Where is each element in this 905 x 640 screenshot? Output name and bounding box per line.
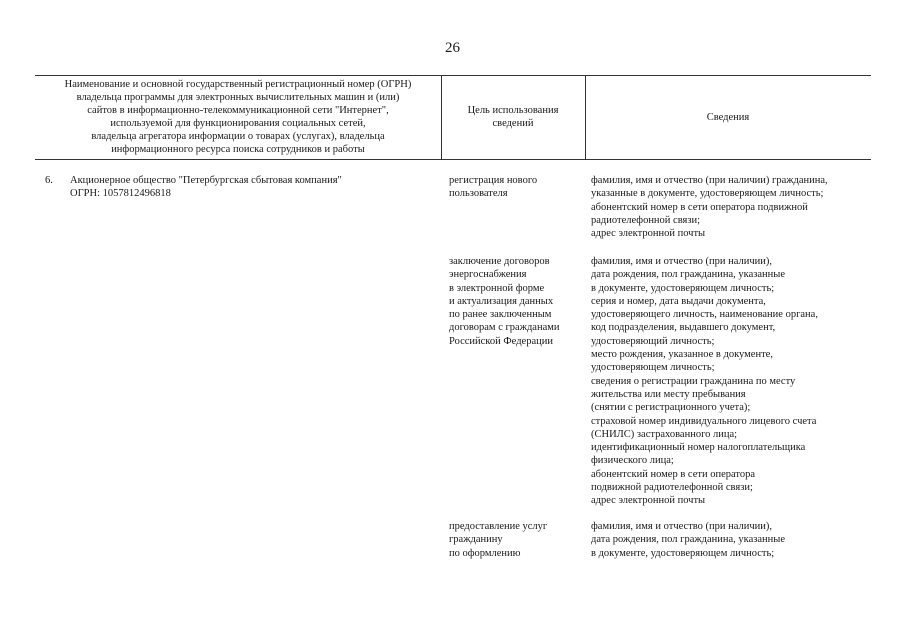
organization-name: Акционерное общество "Петербургская сбытовая компания" ОГРН: 1057812496818	[70, 175, 342, 200]
details-cell: фамилия, имя и отчество (при наличии) гражданина, указанные в документе, удостоверяющем личность; абонентский номер в сети оператора подвижной радиотелефонной связи; адрес электронной почты	[591, 175, 828, 240]
header-purpose: Цель использования сведений	[467, 105, 559, 129]
purpose-cell: регистрация нового пользователя	[449, 175, 538, 200]
header-bottom-rule	[35, 159, 871, 160]
purpose-cell: заключение договоров энергоснабжения в электронной форме и актуализация данных по ранее заключенным договорам с гражданами Российской Федерации	[449, 256, 560, 347]
row-number: 6.	[45, 175, 53, 186]
purpose-cell: предоставление услуг гражданину по оформлению	[449, 521, 548, 559]
header-owner-name: Наименование и основной государственный регистрационный номер (ОГРН) владельца программы для электронных вычислительных машин и (или) сайтов в информационно-телекоммуникационной сети "Интернет", используемой для функционирования социальных сетей, владельца агрегатора информации о товарах (услугах), владельца информационного ресурса поиска сотрудников и работы	[64, 79, 412, 155]
header-details: Сведения	[706, 111, 750, 123]
page-number: 26	[445, 40, 460, 56]
details-cell: фамилия, имя и отчество (при наличии), дата рождения, пол гражданина, указанные в документе, удостоверяющем личность; серия и номер, дата выдачи документа, удостоверяющего личность, наименование органа, код подразделения, выдавшего документ, удостоверяющий личность; место рождения, указанное в документе, удостоверяющем личность; сведения о регистрации гражданина по месту жительства или месту пребывания (снятии с регистрационного учета); страховой номер индивидуального лицевого счета (СНИЛС) застрахованного лица; идентификационный номер налогоплательщика физического лица; абонентский номер в сети оператора подвижной радиотелефонной связи; адрес электронной почты	[591, 256, 818, 507]
details-cell: фамилия, имя и отчество (при наличии), дата рождения, пол гражданина, указанные в документе, удостоверяющем личность;	[591, 521, 785, 559]
